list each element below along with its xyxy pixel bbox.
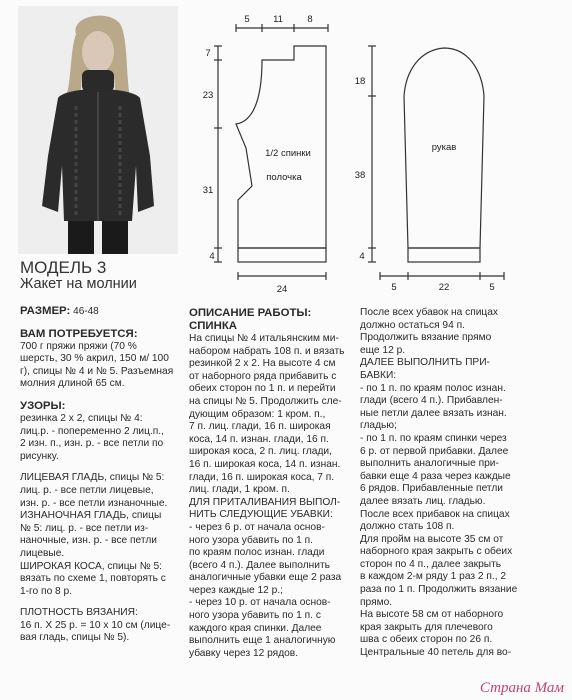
purl-title: ИЗНАНОЧНАЯ ГЛАДЬ, спицы: [20, 510, 162, 522]
size-value: 46-48: [73, 306, 99, 317]
column-back-description: [189, 307, 349, 660]
size-label: РАЗМЕР:: [20, 305, 71, 317]
purl-line: наночные, изн. р. - все петли: [20, 535, 157, 547]
text-line: набором набрать 108 п. и вязать: [189, 345, 345, 357]
need-line: шерсть, 30 % акрил, 150 м/ 100: [20, 353, 169, 365]
text-line: еще 12 р.: [360, 344, 406, 356]
dim-top-b: 11: [273, 14, 283, 25]
density-line: вая гладь, спицы № 5).: [20, 632, 130, 644]
pattern-line: лиц.р. - попеременно 2 лиц.п.,: [20, 425, 164, 437]
pattern-line: рисунку.: [20, 450, 59, 462]
dim-sleeve-w-c: 5: [489, 282, 495, 293]
dim-top-c: 8: [307, 14, 313, 25]
text-line: Центральные 40 петель для во-: [360, 647, 512, 659]
body-outline: [236, 46, 326, 248]
text-line: от наборного ряда прибавить с: [189, 370, 337, 382]
text-line: 6 р. от первой прибавки. Далее: [360, 445, 509, 457]
text-line: глади (всего 4 п.). Прибавлен-: [360, 395, 503, 407]
dim-7: 7: [205, 48, 211, 59]
text-line: глади, 16 п. широкая коса, 7 п.: [189, 471, 335, 483]
text-line: лиц. глади, 1 кром. п.: [189, 484, 290, 496]
need-line: молния длиной 65 см.: [20, 378, 125, 390]
braid-title: ШИРОКАЯ КОСА, спицы № 5:: [20, 560, 162, 572]
text-line: должно стать 108 п.: [360, 521, 455, 533]
purl-line: лицевые.: [20, 547, 65, 559]
text-line: должно остаться 94 п.: [360, 319, 465, 331]
braid-line: вязать по схеме 1, повторять с: [20, 573, 166, 585]
pattern-line: 2 изн. п., изн. р. - все петли по: [20, 438, 164, 450]
text-line: на спицы № 5. Продолжить сле-: [189, 395, 342, 407]
text-line: На спицы № 4 итальянским ми-: [189, 333, 339, 344]
face-line: лиц. р. - все петли лицевые,: [20, 484, 154, 496]
need-line: г), спицы № 4 и № 5. Разъемная: [20, 365, 174, 377]
text-line: дующим образом: 1 кром. п.,: [189, 408, 326, 420]
column-materials: [20, 305, 178, 645]
dim-top-a: 5: [244, 14, 250, 25]
text-line: резинкой 2 х 2. На высоте 4 см: [189, 358, 336, 370]
purl-line: № 5: лиц. р. - все петли из-: [20, 522, 149, 534]
text-line: (всего 4 п.). Далее выполнить: [189, 559, 330, 571]
text-line: После всех прибавок на спицах: [360, 508, 510, 520]
dim-sleeve-w-a: 5: [391, 282, 397, 293]
dim-31: 31: [202, 185, 214, 196]
need-line: 700 г пряжи пряжи (70 %: [20, 340, 137, 352]
label-front: полочка: [266, 172, 302, 183]
text-line: - через 6 р. от начала основ-: [189, 521, 325, 533]
text-line: наборного края закрыть с обеих: [360, 546, 513, 558]
text-line: через каждые 12 р.;: [189, 584, 283, 596]
face-title: ЛИЦЕВАЯ ГЛАДЬ, спицы № 5:: [20, 472, 165, 484]
text-line: прямо.: [360, 596, 393, 608]
text-line: 7 п. лиц. глади, 16 п. широкая: [189, 421, 331, 433]
text-line: края закрыть для плечевого: [360, 621, 493, 633]
text-line: На высоте 58 см от наборного: [360, 609, 504, 621]
body-rib-band: [238, 248, 326, 262]
text-line: - по 1 п. по краям полос изнан.: [360, 382, 506, 394]
dim-sleeve-cuff: 4: [359, 251, 365, 262]
text-line: каждого края спинки. Далее: [189, 622, 322, 634]
text-line: выполнить еще 1 аналогичную: [189, 635, 336, 647]
text-line: по краям полос изнан. глади: [189, 547, 325, 559]
text-line: гладью;: [360, 420, 397, 432]
dim-23: 23: [202, 90, 214, 101]
waist-subtitle: НИТЬ СЛЕДУЮЩИЕ УБАВКИ:: [189, 509, 333, 521]
text-line: шва с обеих сторон по 26 п.: [360, 634, 493, 646]
column-back-continued: [360, 307, 558, 660]
pattern-diagram: [190, 8, 562, 300]
text-line: Для пройм на высоте 35 см от: [360, 533, 504, 545]
label-half-back: 1/2 спинки: [265, 148, 311, 159]
text-line: убавку через 12 рядов.: [189, 647, 299, 659]
density-title: ПЛОТНОСТЬ ВЯЗАНИЯ:: [20, 607, 138, 619]
text-line: обеих сторон по 1 п. и перейти: [189, 383, 336, 395]
label-sleeve: рукав: [431, 142, 457, 153]
watermark: Страна Мам: [479, 680, 564, 696]
patterns-title: УЗОРЫ:: [20, 399, 66, 412]
braid-line: 1-го по 8 р.: [20, 585, 73, 597]
pattern-line: резинка 2 х 2, спицы № 4:: [20, 412, 143, 424]
need-title: ВАМ ПОТРЕБУЕТСЯ:: [20, 327, 138, 340]
increase-subtitle: ДАЛЕЕ ВЫПОЛНИТЬ ПРИ-: [360, 357, 490, 369]
text-line: - по 1 п. по краям спинки через: [360, 432, 507, 444]
text-line: Продолжить вязание прямо: [360, 332, 492, 344]
text-line: коса, 14 п. изнан. глади, 16 п.: [189, 433, 329, 445]
model-photo: [18, 6, 178, 254]
text-line: бавки еще 4 раза через каждые: [360, 470, 511, 482]
text-line: 6 рядов. Прибавленные петли: [360, 483, 503, 495]
text-line: 16 п. широкая коса, 14 п. изнан.: [189, 458, 341, 470]
size-line: [20, 305, 178, 319]
text-line: ные петли далее вязать изнан.: [360, 407, 507, 419]
model-title: МОДЕЛЬ 3: [20, 258, 107, 277]
face-line: изн. р. - все петли изнаночные.: [20, 497, 168, 509]
text-line: далее вязать лиц. гладью.: [360, 495, 486, 507]
text-line: сторон по 4 п., далее закрыть: [360, 558, 502, 570]
text-line: широкая коса, 2 п. лиц. глади,: [189, 446, 332, 458]
model-photo-figure: [18, 6, 178, 254]
dim-width-24: 24: [276, 284, 288, 295]
increase-subtitle: БАВКИ:: [360, 369, 397, 381]
text-line: ного узора убавить по 1 п. с: [189, 610, 321, 622]
text-line: ного узора убавить по 1 п.: [189, 534, 313, 546]
density-line: 16 п. Х 25 р. = 10 х 10 см (лице-: [20, 619, 171, 631]
back-title: СПИНКА: [189, 320, 238, 332]
dim-sleeve-w-b: 22: [438, 282, 450, 293]
text-line: в каждом 2-м ряду 1 раз 2 п., 2: [360, 571, 507, 583]
dim-sleeve-cap: 18: [354, 76, 366, 87]
dim-sleeve-length: 38: [354, 170, 366, 181]
dim-4: 4: [209, 251, 215, 262]
text-line: аналогичные убавки еще 2 раза: [189, 572, 342, 584]
waist-subtitle: ДЛЯ ПРИТАЛИВАНИЯ ВЫПОЛ-: [189, 496, 341, 508]
model-subtitle: Жакет на молнии: [20, 276, 137, 292]
sleeve-cuff-band: [408, 248, 480, 262]
text-line: выполнить аналогичные при-: [360, 458, 499, 470]
text-line: - через 10 р. от начала основ-: [189, 597, 331, 609]
text-line: После всех убавок на спицах: [360, 307, 499, 318]
text-line: раза по 1 п. Продолжить вязание: [360, 584, 518, 596]
work-description-title: ОПИСАНИЕ РАБОТЫ:: [189, 307, 312, 319]
